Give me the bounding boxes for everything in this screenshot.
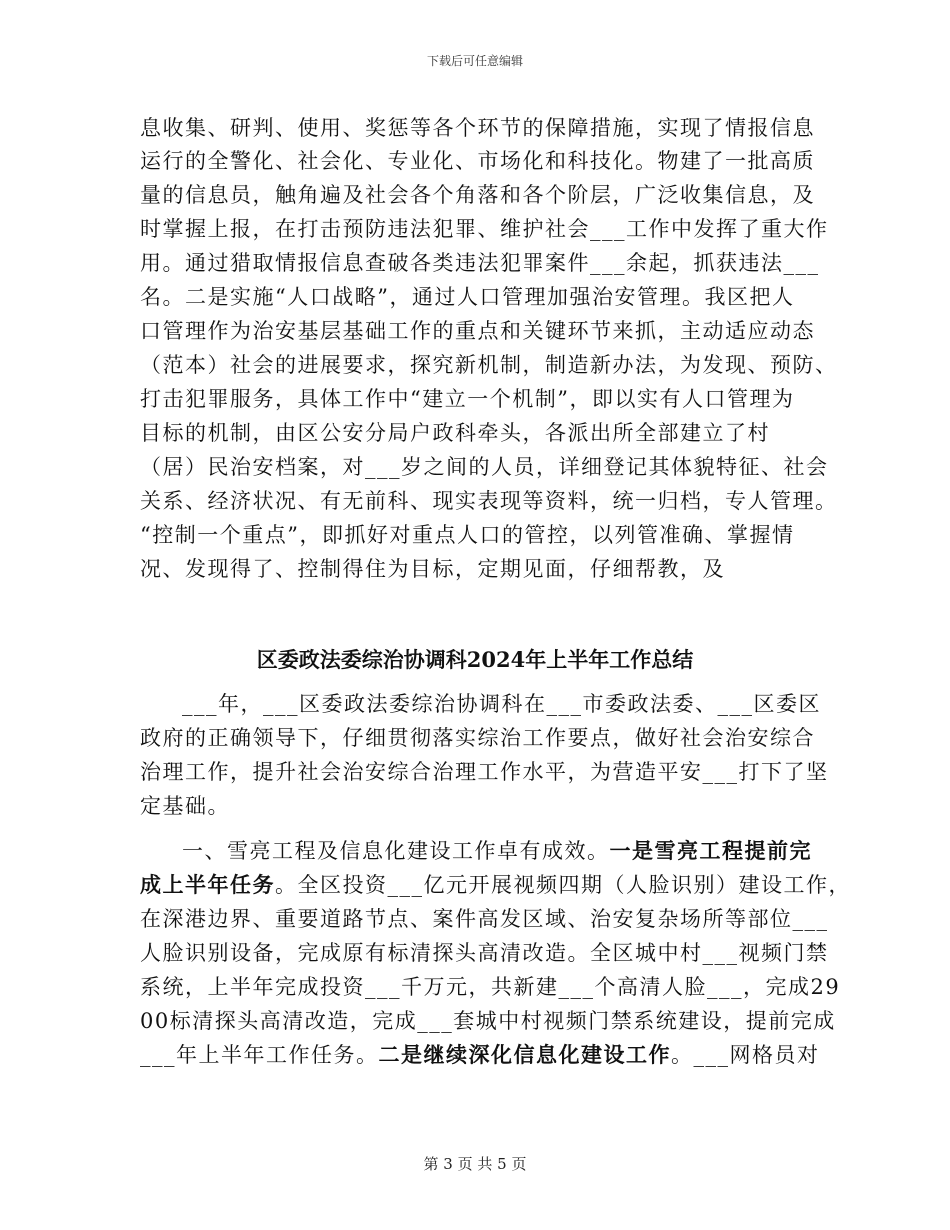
text-line: 用。通过猎取情报信息查破各类违法犯罪案件___余起，抓获违法___ xyxy=(140,251,820,275)
text-line: 息收集、研判、使用、奖惩等各个环节的保障措施，实现了情报信息 xyxy=(140,116,815,140)
text-line: 关系、经济状况、有无前科、现实表现等资料，统一归档，专人管理。 xyxy=(140,489,838,513)
bold-point-2: 二是继续深化信息化建设工作 xyxy=(378,1042,671,1067)
text-line: （范本）社会的进展要求，探究新机制，制造新办法，为发现、预防、 xyxy=(140,353,838,377)
text-span: 。全区投资___亿元开展视频四期（人脸识别）建设工作， xyxy=(275,873,851,897)
text-line xyxy=(140,871,851,899)
text-line: 量的信息员，触角遍及社会各个角落和各个阶层，广泛收集信息，及 xyxy=(140,183,815,207)
text-line xyxy=(140,1041,820,1069)
text-line: 政府的正确领导下，仔细贯彻落实综治工作要点，做好社会治安综合 xyxy=(140,726,815,750)
bold-point-1-cont: 成上半年任务 xyxy=(140,872,275,897)
text-line: 00标清探头高清改造，完成___套城中村视频门禁系统建设，提前完成 xyxy=(140,1009,836,1033)
bold-point-1: 一是雪亮工程提前完 xyxy=(609,838,812,863)
page-header-note: 下载后可任意编辑 xyxy=(426,54,523,68)
text-line: 时掌握上报，在打击预防违法犯罪、维护社会___工作中发挥了重大作 xyxy=(140,217,829,241)
text-line: “控制一个重点”，即抓好对重点人口的管控，以列管准确、掌握情 xyxy=(140,523,795,547)
text-line: （居）民治安档案，对___岁之间的人员，详细登记其体貌特征、社会 xyxy=(140,455,829,479)
text-line: 况、发现得了、控制得住为目标，定期见面，仔细帮教，及 xyxy=(140,557,725,581)
text-line: 目标的机制，由区公安分局户政科牵头，各派出所全部建立了村 xyxy=(140,421,770,445)
text-span: ___年上半年工作任务。 xyxy=(140,1043,379,1067)
text-span: 。___网格员对 xyxy=(671,1043,820,1067)
page-number: 第 3 页 共 5 页 xyxy=(423,1155,527,1173)
section-heading: 一、雪亮工程及信息化建设工作卓有成效。 xyxy=(182,839,610,863)
text-line: 口管理作为治安基层基础工作的重点和关键环节来抓，主动适应动态 xyxy=(140,319,815,343)
text-line: 运行的全警化、社会化、专业化、市场化和科技化。物建了一批高质 xyxy=(140,149,815,173)
text-line: ___年，___区委政法委综治协调科在___市委政法委、___区委区 xyxy=(182,692,821,716)
text-line: 名。二是实施“人口战略”，通过人口管理加强治安管理。我区把人 xyxy=(140,285,795,309)
text-line: 定基础。 xyxy=(140,794,230,818)
text-line: 治理工作，提升社会治安综合治理工作水平，为营造平安___打下了坚 xyxy=(140,760,829,784)
text-line: 人脸识别设备，完成原有标清探头高清改造。全区城中村___视频门禁 xyxy=(140,941,829,965)
text-line: 系统，上半年完成投资___千万元，共新建___个高清人脸___，完成29 xyxy=(140,975,841,999)
text-line xyxy=(182,837,812,865)
document-title: 区委政法委综治协调科2024年上半年工作总结 xyxy=(256,647,694,672)
text-line: 在深港边界、重要道路节点、案件高发区域、治安复杂场所等部位___ xyxy=(140,907,829,931)
text-line: 打击犯罪服务，具体工作中“建立一个机制”，即以实有人口管理为 xyxy=(140,387,795,411)
